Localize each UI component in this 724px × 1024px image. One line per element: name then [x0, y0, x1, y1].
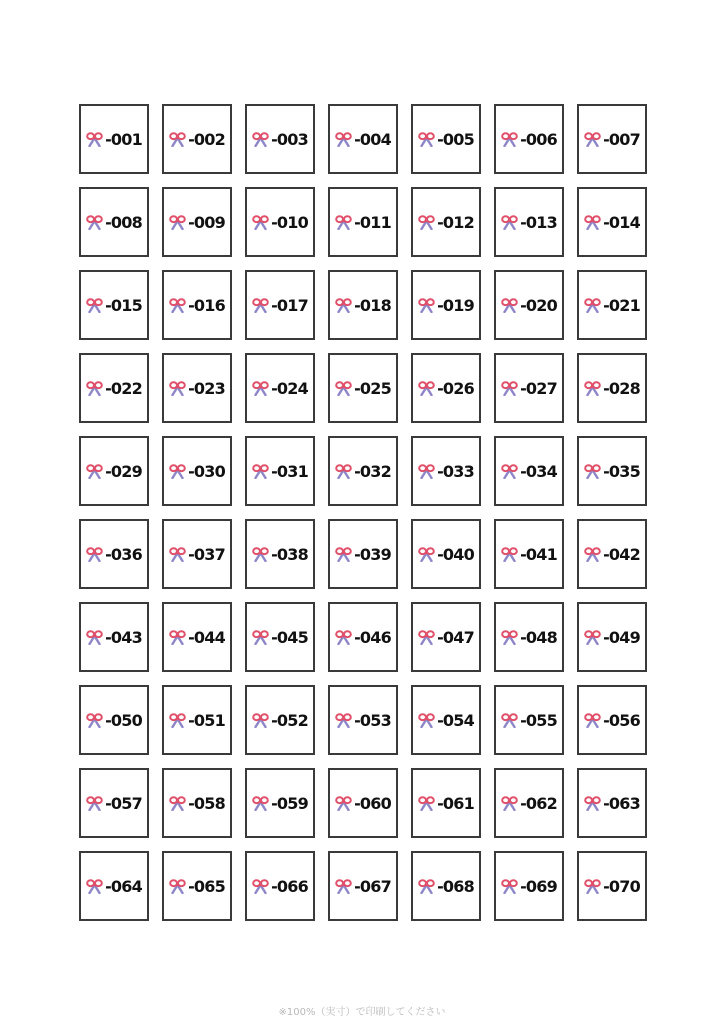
ribbon-icon: [335, 713, 352, 728]
ribbon-icon: [335, 796, 352, 811]
label-cell: [494, 685, 564, 755]
label-cell: [328, 768, 398, 838]
ribbon-icon: [584, 132, 601, 147]
ribbon-icon: [584, 381, 601, 396]
label-code: -027: [520, 378, 557, 398]
label-code: -051: [188, 710, 225, 730]
label-cell: [79, 104, 149, 174]
ribbon-icon: [86, 630, 103, 645]
label-cell: [245, 685, 315, 755]
label-cell: [328, 685, 398, 755]
label-code: -026: [437, 378, 474, 398]
label-code: -032: [354, 461, 391, 481]
label-code: -028: [603, 378, 640, 398]
label-code: -012: [437, 212, 474, 232]
label-cell: [494, 187, 564, 257]
label-code: -003: [271, 129, 308, 149]
label-cell: [328, 353, 398, 423]
label-code: -070: [603, 876, 640, 896]
label-code: -023: [188, 378, 225, 398]
label-code: -044: [188, 627, 225, 647]
label-code: -008: [105, 212, 142, 232]
ribbon-icon: [418, 381, 435, 396]
label-cell: [328, 187, 398, 257]
label-code: -034: [520, 461, 557, 481]
label-code: -025: [354, 378, 391, 398]
ribbon-icon: [418, 879, 435, 894]
label-cell: [79, 602, 149, 672]
label-code: -006: [520, 129, 557, 149]
label-code: -029: [105, 461, 142, 481]
label-code: -055: [520, 710, 557, 730]
ribbon-icon: [252, 464, 269, 479]
label-cell: [577, 436, 647, 506]
ribbon-icon: [169, 630, 186, 645]
label-code: -015: [105, 295, 142, 315]
label-code: -017: [271, 295, 308, 315]
ribbon-icon: [169, 215, 186, 230]
ribbon-icon: [169, 879, 186, 894]
ribbon-icon: [252, 215, 269, 230]
ribbon-icon: [86, 796, 103, 811]
ribbon-icon: [169, 298, 186, 313]
ribbon-icon: [418, 713, 435, 728]
label-cell: [245, 851, 315, 921]
label-cell: [411, 768, 481, 838]
ribbon-icon: [584, 298, 601, 313]
ribbon-icon: [86, 215, 103, 230]
label-cell: [79, 353, 149, 423]
label-code: -013: [520, 212, 557, 232]
label-cell: [577, 602, 647, 672]
label-cell: [245, 519, 315, 589]
ribbon-icon: [418, 298, 435, 313]
label-cell: [162, 768, 232, 838]
ribbon-icon: [501, 464, 518, 479]
ribbon-icon: [169, 796, 186, 811]
label-cell: [494, 851, 564, 921]
ribbon-icon: [584, 630, 601, 645]
label-cell: [411, 104, 481, 174]
ribbon-icon: [418, 796, 435, 811]
label-cell: [79, 519, 149, 589]
label-cell: [411, 602, 481, 672]
ribbon-icon: [501, 796, 518, 811]
label-cell: [577, 519, 647, 589]
label-code: -046: [354, 627, 391, 647]
label-cell: [79, 436, 149, 506]
label-code: -033: [437, 461, 474, 481]
ribbon-icon: [86, 381, 103, 396]
ribbon-icon: [584, 796, 601, 811]
label-code: -037: [188, 544, 225, 564]
label-cell: [162, 602, 232, 672]
label-code: -022: [105, 378, 142, 398]
ribbon-icon: [169, 547, 186, 562]
label-code: -001: [105, 129, 142, 149]
label-code: -059: [271, 793, 308, 813]
label-code: -058: [188, 793, 225, 813]
ribbon-icon: [252, 713, 269, 728]
label-cell: [494, 768, 564, 838]
label-code: -039: [354, 544, 391, 564]
ribbon-icon: [169, 381, 186, 396]
label-cell: [79, 768, 149, 838]
ribbon-icon: [418, 547, 435, 562]
label-cell: [411, 187, 481, 257]
label-sheet: [79, 104, 646, 921]
label-cell: [162, 685, 232, 755]
ribbon-icon: [418, 630, 435, 645]
ribbon-icon: [501, 547, 518, 562]
label-cell: [411, 519, 481, 589]
ribbon-icon: [252, 298, 269, 313]
ribbon-icon: [252, 381, 269, 396]
label-code: -010: [271, 212, 308, 232]
label-code: -050: [105, 710, 142, 730]
label-cell: [245, 436, 315, 506]
label-cell: [328, 602, 398, 672]
ribbon-icon: [584, 464, 601, 479]
label-cell: [162, 270, 232, 340]
label-cell: [162, 519, 232, 589]
label-code: -021: [603, 295, 640, 315]
label-code: -061: [437, 793, 474, 813]
label-code: -042: [603, 544, 640, 564]
label-code: -043: [105, 627, 142, 647]
label-code: -063: [603, 793, 640, 813]
ribbon-icon: [252, 547, 269, 562]
label-code: -005: [437, 129, 474, 149]
ribbon-icon: [501, 879, 518, 894]
ribbon-icon: [169, 464, 186, 479]
label-cell: [162, 104, 232, 174]
label-code: -024: [271, 378, 308, 398]
label-cell: [328, 436, 398, 506]
ribbon-icon: [86, 547, 103, 562]
label-cell: [411, 851, 481, 921]
label-code: -065: [188, 876, 225, 896]
label-cell: [245, 187, 315, 257]
label-code: -053: [354, 710, 391, 730]
label-code: -031: [271, 461, 308, 481]
label-code: -030: [188, 461, 225, 481]
label-code: -062: [520, 793, 557, 813]
label-cell: [162, 851, 232, 921]
ribbon-icon: [86, 464, 103, 479]
label-code: -007: [603, 129, 640, 149]
label-cell: [577, 104, 647, 174]
label-code: -057: [105, 793, 142, 813]
ribbon-icon: [335, 132, 352, 147]
label-code: -047: [437, 627, 474, 647]
ribbon-icon: [252, 796, 269, 811]
label-code: -068: [437, 876, 474, 896]
ribbon-icon: [584, 547, 601, 562]
label-code: -040: [437, 544, 474, 564]
ribbon-icon: [169, 132, 186, 147]
ribbon-icon: [86, 132, 103, 147]
label-cell: [411, 270, 481, 340]
label-code: -014: [603, 212, 640, 232]
label-code: -052: [271, 710, 308, 730]
label-cell: [577, 851, 647, 921]
ribbon-icon: [86, 879, 103, 894]
ribbon-icon: [252, 630, 269, 645]
label-cell: [245, 270, 315, 340]
label-code: -019: [437, 295, 474, 315]
label-cell: [162, 353, 232, 423]
ribbon-icon: [501, 381, 518, 396]
label-cell: [328, 104, 398, 174]
print-instruction: ※100%（実寸）で印刷してください: [278, 1007, 446, 1018]
label-cell: [494, 270, 564, 340]
ribbon-icon: [584, 713, 601, 728]
label-cell: [328, 519, 398, 589]
ribbon-icon: [169, 713, 186, 728]
label-code: -056: [603, 710, 640, 730]
label-cell: [79, 187, 149, 257]
ribbon-icon: [335, 381, 352, 396]
ribbon-icon: [501, 713, 518, 728]
label-code: -041: [520, 544, 557, 564]
label-cell: [411, 353, 481, 423]
label-cell: [245, 353, 315, 423]
label-cell: [577, 768, 647, 838]
label-code: -060: [354, 793, 391, 813]
label-cell: [411, 436, 481, 506]
label-code: -011: [354, 212, 391, 232]
ribbon-icon: [418, 215, 435, 230]
label-cell: [79, 685, 149, 755]
label-cell: [577, 187, 647, 257]
label-cell: [162, 436, 232, 506]
label-cell: [577, 270, 647, 340]
label-cell: [494, 602, 564, 672]
ribbon-icon: [252, 132, 269, 147]
label-cell: [162, 187, 232, 257]
ribbon-icon: [335, 879, 352, 894]
label-code: -067: [354, 876, 391, 896]
label-code: -004: [354, 129, 391, 149]
ribbon-icon: [335, 464, 352, 479]
label-cell: [328, 851, 398, 921]
ribbon-icon: [418, 464, 435, 479]
ribbon-icon: [86, 298, 103, 313]
label-code: -066: [271, 876, 308, 896]
ribbon-icon: [252, 879, 269, 894]
ribbon-icon: [335, 630, 352, 645]
label-cell: [79, 851, 149, 921]
ribbon-icon: [501, 630, 518, 645]
label-cell: [494, 104, 564, 174]
ribbon-icon: [335, 298, 352, 313]
label-cell: [245, 602, 315, 672]
label-cell: [245, 768, 315, 838]
label-cell: [328, 270, 398, 340]
label-code: -045: [271, 627, 308, 647]
label-code: -036: [105, 544, 142, 564]
label-code: -035: [603, 461, 640, 481]
ribbon-icon: [501, 132, 518, 147]
label-code: -064: [105, 876, 142, 896]
label-cell: [79, 270, 149, 340]
label-cell: [494, 436, 564, 506]
label-code: -054: [437, 710, 474, 730]
label-code: -020: [520, 295, 557, 315]
label-code: -009: [188, 212, 225, 232]
label-code: -038: [271, 544, 308, 564]
ribbon-icon: [584, 215, 601, 230]
ribbon-icon: [335, 547, 352, 562]
label-cell: [577, 353, 647, 423]
label-cell: [411, 685, 481, 755]
ribbon-icon: [335, 215, 352, 230]
label-code: -049: [603, 627, 640, 647]
label-cell: [577, 685, 647, 755]
ribbon-icon: [501, 298, 518, 313]
ribbon-icon: [86, 713, 103, 728]
label-cell: [494, 353, 564, 423]
ribbon-icon: [418, 132, 435, 147]
label-code: -018: [354, 295, 391, 315]
label-cell: [245, 104, 315, 174]
label-code: -016: [188, 295, 225, 315]
label-code: -069: [520, 876, 557, 896]
ribbon-icon: [584, 879, 601, 894]
label-cell: [494, 519, 564, 589]
ribbon-icon: [501, 215, 518, 230]
label-code: -002: [188, 129, 225, 149]
label-code: -048: [520, 627, 557, 647]
